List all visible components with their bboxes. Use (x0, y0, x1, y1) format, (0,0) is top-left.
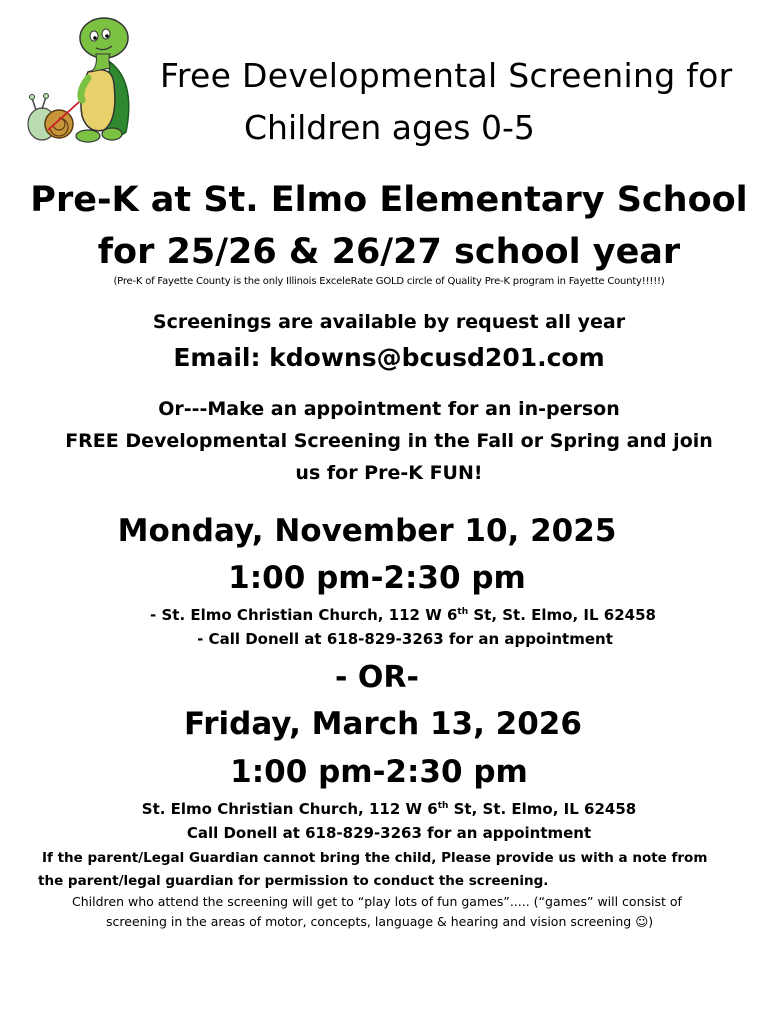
guardian-note-line-2: the parent/legal guardian for permission to conduct the screening. (38, 873, 549, 889)
session-2-call: Call Donell at 618-829-3263 for an appointment (186, 824, 592, 842)
contact-email: Email: kdowns@bcusd201.com (173, 343, 605, 372)
availability-text: Screenings are available by request all year (152, 311, 626, 333)
session-2-date: Friday, March 13, 2026 (184, 706, 582, 742)
session-2-location (0, 800, 778, 818)
program-name: Pre-K at St. Elmo Elementary School (30, 180, 748, 220)
session-2-location-text-end: St, St. Elmo, IL 62458 (448, 800, 637, 818)
session-2-location-text: St. Elmo Christian Church, 112 W 6 (141, 800, 438, 818)
session-1-call: - Call Donell at 618-829-3263 for an appointment (197, 630, 613, 648)
flyer-title-line-1: Free Developmental Screening for (160, 56, 733, 95)
appointment-line-2: FREE Developmental Screening in the Fall or Spring and join (65, 430, 713, 452)
program-years: for 25/26 & 26/27 school year (97, 232, 681, 272)
guardian-note-line-1: If the parent/Legal Guardian cannot bring the child, Please provide us with a note from (42, 850, 708, 866)
turtle-walking-snail-icon (18, 12, 138, 148)
appointment-line-3: us for Pre-K FUN! (295, 462, 483, 484)
flyer-title-line-2: Children ages 0-5 (244, 108, 535, 147)
session-1-location-sup: th (457, 607, 469, 617)
games-note-line-2: screening in the areas of motor, concepts, language & hearing and vision screening ☺) (106, 914, 654, 929)
session-1-location (14, 606, 778, 624)
program-quality-note: (Pre-K of Fayette County is the only Illinois ExceleRate GOLD circle of Quality Pre-K program in Fayette County!!!!!) (113, 276, 665, 287)
session-1-location-text: - St. Elmo Christian Church, 112 W 6 (150, 606, 458, 624)
turtle-snail-illustration (18, 12, 138, 148)
session-2-location-sup: th (437, 801, 449, 811)
session-1-date: Monday, November 10, 2025 (117, 513, 617, 549)
session-1-time: 1:00 pm-2:30 pm (228, 560, 526, 596)
or-separator: - OR- (335, 660, 419, 695)
games-note-line-1: Children who attend the screening will get to “play lots of fun games”..... (“games” will consist of (72, 894, 682, 909)
appointment-line-1: Or---Make an appointment for an in-person (158, 398, 620, 420)
session-1-location-text-end: St, St. Elmo, IL 62458 (468, 606, 656, 624)
session-2-time: 1:00 pm-2:30 pm (230, 754, 528, 790)
